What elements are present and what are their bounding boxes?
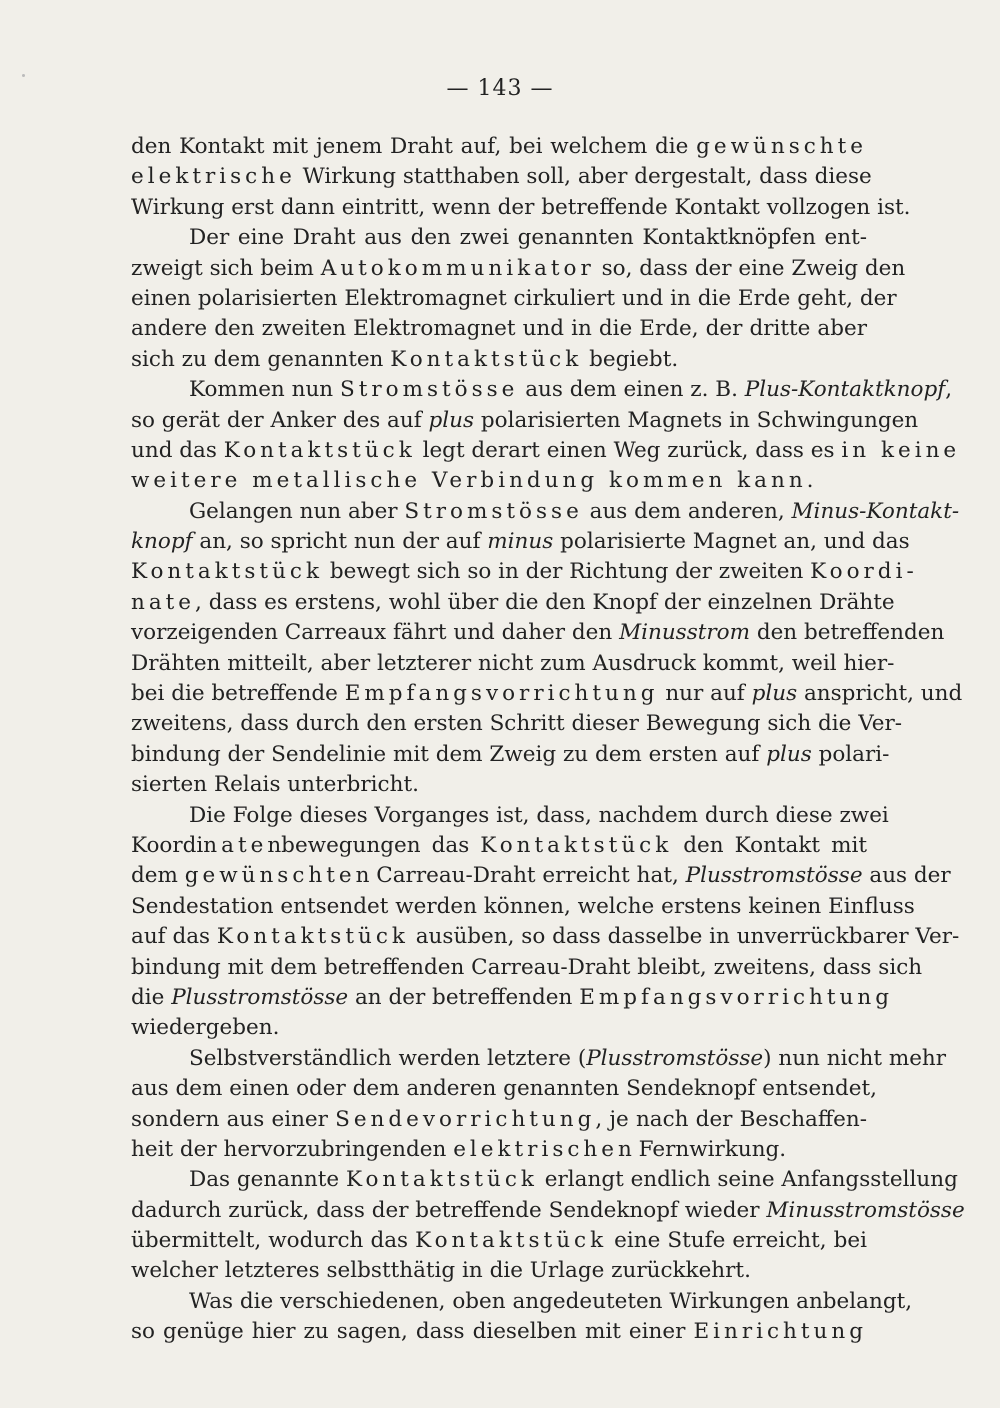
text-line: knopf an, so spricht nun der auf minus polarisierte Magnet an, und das [131, 529, 910, 555]
text-line: einen polarisierten Elektromagnet cirkuliert und in die Erde geht, der [131, 285, 897, 311]
text-line: elektrische Wirkung statthaben soll, aber dergestalt, dass diese [131, 164, 872, 190]
text-line: bindung der Sendelinie mit dem Zweig zu dem ersten auf plus polari- [131, 741, 890, 767]
text-line: vorzeigenden Carreaux fährt und daher den Minusstrom den betreffenden [131, 620, 945, 646]
text-line: sierten Relais unterbricht. [131, 772, 419, 798]
spaced-emphasis: Kontaktstück [390, 346, 583, 372]
spaced-emphasis: gewünschte [696, 134, 867, 159]
text-line: sich zu dem genannten Kontaktstück begiebt. [131, 346, 679, 372]
text-line: bei die betreffende Empfangsvorrichtung nur auf plus anspricht, und [131, 681, 963, 707]
spaced-emphasis: Sendevorrichtung [335, 1106, 596, 1132]
text-line: den Kontakt mit jenem Draht auf, bei welchem die gewünschte [131, 134, 867, 159]
text-line: so genüge hier zu sagen, dass dieselben mit einer Einrichtung [131, 1319, 867, 1345]
spaced-emphasis: Stromstösse [339, 377, 519, 403]
spaced-emphasis: elektrische [453, 1136, 618, 1162]
text-line: Das genannte Kontaktstück erlangt endlich seine Anfangsstellung [189, 1167, 958, 1193]
text-line: Kontaktstück bewegt sich so in der Richtung der zweiten Koordi- [131, 559, 918, 585]
text-line: welcher letzteres selbstthätig in die Urlage zurückkehrt. [131, 1258, 751, 1284]
text-line: Gelangen nun aber Stromstösse aus dem anderen, Minus-Kontakt- [189, 498, 960, 524]
spaced-emphasis: nate [203, 832, 268, 858]
italic-emphasis: plus [428, 407, 475, 433]
text-line: heit der hervorzubringenden elektrischen Fernwirkung. [131, 1136, 787, 1162]
spaced-emphasis: Kontaktstück [216, 924, 409, 950]
text-line: dadurch zurück, dass der betreffende Sendeknopf wieder Minusstromstösse [131, 1197, 965, 1223]
text-line: zweigt sich beim Autokommunikator so, dass der eine Zweig den [131, 255, 906, 281]
text-line: zweitens, dass durch den ersten Schritt dieser Bewegung sich die Ver- [131, 711, 903, 737]
italic-emphasis: minus [487, 529, 554, 555]
spaced-emphasis: Kontaktstück [480, 832, 673, 858]
text-line: so gerät der Anker des auf plus polarisierten Magnets in Schwingungen [131, 407, 919, 433]
text-line: Drähten mitteilt, aber letzterer nicht zum Ausdruck kommt, weil hier- [131, 650, 895, 676]
spaced-emphasis: in keine [841, 437, 961, 463]
italic-emphasis: Plusstromstösse [685, 863, 863, 889]
italic-emphasis: Minusstrom [619, 620, 750, 646]
text-line [131, 466, 867, 496]
spaced-emphasis: Kontaktstück [223, 437, 416, 463]
spaced-emphasis: nate [131, 589, 196, 615]
spaced-emphasis: Stromstösse [404, 498, 583, 524]
text-line: andere den zweiten Elektromagnet und in die Erde, der dritte aber [131, 316, 867, 342]
body-text [131, 132, 965, 1348]
text-line: aus dem einen oder dem anderen genannten Sendeknopf entsendet, [131, 1076, 878, 1102]
text-line: Wirkung erst dann eintritt, wenn der betreffende Kontakt vollzogen ist. [131, 194, 911, 220]
text-line: Selbstverständlich werden letztere (Plusstromstösse) nun nicht mehr [189, 1045, 947, 1071]
text-line: die Plusstromstösse an der betreffenden Empfangsvorrichtung [131, 984, 893, 1010]
page-number: — 143 — [446, 76, 554, 101]
italic-emphasis: knopf [131, 529, 193, 555]
text-line: Kommen nun Stromstösse aus dem einen z. B. Plus-Kontaktknopf, [189, 377, 953, 403]
italic-emphasis: Minus-Kontakt- [791, 498, 960, 524]
italic-emphasis: plus [766, 741, 812, 767]
text-line: auf das Kontaktstück ausüben, so dass dasselbe in unverrückbarer Ver- [131, 924, 960, 950]
text-line: und das Kontaktstück legt derart einen Weg zurück, dass es in keine [131, 437, 961, 463]
spaced-emphasis: Empfangsvorrichtung [344, 681, 659, 707]
italic-emphasis: Plusstromstösse [586, 1045, 764, 1071]
italic-emphasis: Plusstromstösse [171, 984, 349, 1010]
spaced-emphasis: Autokommunikator [320, 255, 595, 281]
text-line: bindung mit dem betreffenden Carreau-Draht bleibt, zweitens, dass sich [131, 954, 923, 980]
spaced-emphasis: gewünschte [184, 863, 356, 889]
spaced-emphasis: Einrichtung [693, 1319, 867, 1345]
text-line: Der eine Draht aus den zwei genannten Kontaktknöpfen ent- [189, 225, 867, 251]
spaced-emphasis: weitere metallische Verbindung kommen kann. [131, 468, 818, 494]
spaced-emphasis: Kontaktstück [415, 1228, 608, 1254]
italic-emphasis: Minusstromstösse [766, 1197, 965, 1223]
spaced-emphasis: Kontaktstück [131, 559, 323, 585]
text-line: nate, dass es erstens, wohl über die den Knopf der einzelnen Drähte [131, 589, 895, 615]
italic-emphasis: plus [751, 681, 798, 707]
spaced-emphasis: Empfangsvorrichtung [579, 984, 893, 1010]
spaced-emphasis: Koordi- [810, 559, 918, 585]
text-line: Koordinatenbewegungen das Kontaktstück den Kontakt mit [131, 832, 867, 858]
text-line: sondern aus einer Sendevorrichtung, je nach der Beschaffen- [131, 1106, 867, 1132]
text-line: dem gewünschten Carreau-Draht erreicht hat, Plusstromstösse aus der [131, 863, 951, 889]
text-line: Sendestation entsendet werden können, welche erstens keinen Einfluss [131, 893, 915, 919]
text-line: Was die verschiedenen, oben angedeuteten Wirkungen anbelangt, [189, 1288, 913, 1314]
spaced-emphasis: Kontaktstück [345, 1167, 538, 1193]
spaced-emphasis: elektrische [131, 164, 296, 190]
text-line: Die Folge dieses Vorganges ist, dass, nachdem durch diese zwei [189, 802, 889, 828]
italic-emphasis: Plus-Kontaktknopf [744, 377, 946, 403]
text-line: wiedergeben. [131, 1015, 280, 1041]
text-line: übermittelt, wodurch das Kontaktstück eine Stufe erreicht, bei [131, 1228, 867, 1254]
